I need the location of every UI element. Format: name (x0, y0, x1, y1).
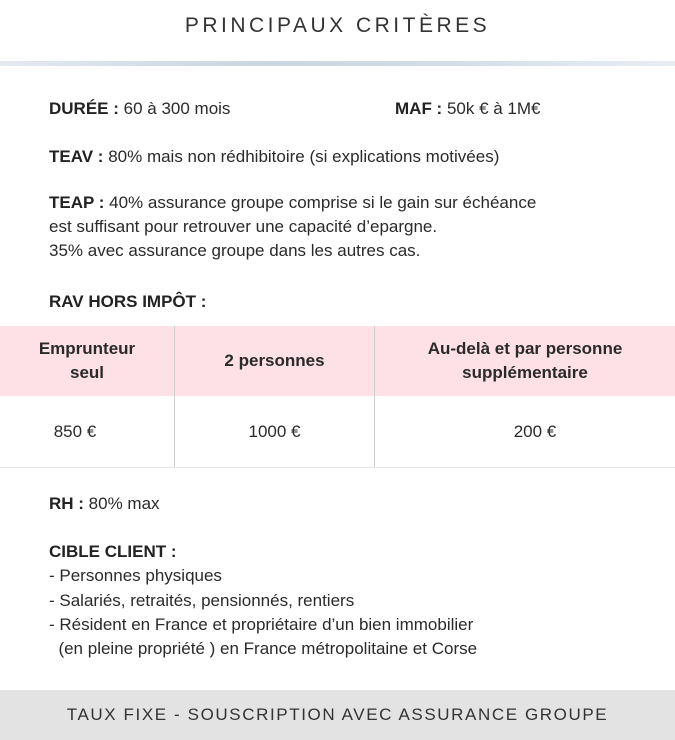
teap-line3: 35% avec assurance groupe dans les autres cas. (49, 241, 421, 260)
list-item: (en pleine propriété ) en France métropolitaine et Corse (49, 639, 478, 658)
table-divider (174, 326, 175, 468)
teav-criterion (49, 145, 499, 169)
teap-criterion (49, 191, 536, 263)
teav-label: TEAV : (49, 147, 104, 166)
table-divider (374, 326, 375, 468)
maf-label: MAF : (395, 99, 443, 118)
rav-header-au-dela: Au-delà et par personne supplémentaire (427, 339, 623, 382)
list-item: - Salariés, retraités, pensionnés, rentiers (49, 591, 355, 610)
teap-line2: est suffisant pour retrouver une capacité d’epargne. (49, 217, 438, 236)
duree-criterion (49, 97, 230, 121)
maf-criterion (395, 97, 541, 121)
rav-table (0, 326, 675, 468)
list-item: - Personnes physiques (49, 566, 222, 585)
duree-label: DURÉE : (49, 99, 119, 118)
maf-value: 50k € à 1M€ (442, 99, 541, 118)
rh-label: RH : (49, 494, 84, 513)
list-item: - Résident en France et propriétaire d’un bien immobilier (49, 615, 474, 634)
rav-value-2-personnes: 1000 € (248, 422, 301, 441)
cible-label: CIBLE CLIENT : (49, 542, 177, 561)
rh-criterion (49, 492, 160, 516)
rav-value-emprunteur: 850 € (53, 422, 97, 441)
rav-label: RAV HORS IMPÔT : (49, 292, 207, 311)
rav-header-2-personnes: 2 personnes (224, 351, 325, 370)
teav-value: 80% mais non rédhibitoire (si explications motivées) (103, 147, 500, 166)
duree-value: 60 à 300 mois (118, 99, 231, 118)
rav-heading (49, 290, 206, 314)
page-title: PRINCIPAUX CRITÈRES (184, 14, 491, 37)
teap-line1: 40% assurance groupe comprise si le gain sur échéance (104, 193, 537, 212)
table-bottom-border (0, 467, 675, 468)
rav-value-au-dela: 200 € (513, 422, 557, 441)
footer-banner (0, 690, 675, 740)
rh-value: 80% max (83, 494, 160, 513)
footer-text: TAUX FIXE - SOUSCRIPTION AVEC ASSURANCE GROUPE (66, 705, 609, 724)
rav-header-emprunteur: Emprunteur seul (38, 339, 136, 382)
teap-label: TEAP : (49, 193, 105, 212)
cible-heading (49, 540, 177, 564)
title-divider (0, 61, 675, 66)
